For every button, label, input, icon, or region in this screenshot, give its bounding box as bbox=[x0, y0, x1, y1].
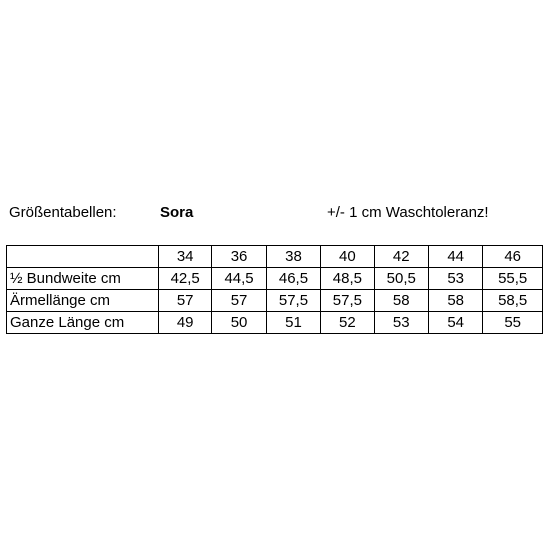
size-header-row bbox=[7, 246, 543, 268]
table-cell: 58 bbox=[374, 290, 428, 312]
size-header-cell: 36 bbox=[212, 246, 266, 268]
table-row-total-length bbox=[7, 312, 543, 334]
table-cell: 57,5 bbox=[266, 290, 320, 312]
table-cell: 51 bbox=[266, 312, 320, 334]
size-header-cell: 44 bbox=[428, 246, 482, 268]
table-cell: 50 bbox=[212, 312, 266, 334]
table-cell: 46,5 bbox=[266, 268, 320, 290]
table-row-half-waist bbox=[7, 268, 543, 290]
table-cell: 52 bbox=[321, 312, 374, 334]
table-cell: 57 bbox=[212, 290, 266, 312]
table-cell: 49 bbox=[158, 312, 211, 334]
table-cell: 57 bbox=[158, 290, 211, 312]
size-header-cell: 42 bbox=[374, 246, 428, 268]
table-cell: 53 bbox=[428, 268, 482, 290]
model-name: Sora bbox=[160, 204, 194, 221]
size-header-cell: 40 bbox=[321, 246, 374, 268]
table-cell: 53 bbox=[374, 312, 428, 334]
size-chart-title: Größentabellen: bbox=[9, 204, 117, 221]
table-cell: 50,5 bbox=[374, 268, 428, 290]
size-header-cell: 46 bbox=[483, 246, 543, 268]
table-cell: 58 bbox=[428, 290, 482, 312]
row-label: Ärmellänge cm bbox=[7, 290, 159, 312]
table-cell: 55,5 bbox=[483, 268, 543, 290]
size-header-cell: 38 bbox=[266, 246, 320, 268]
table-cell: 55 bbox=[483, 312, 543, 334]
table-cell: 54 bbox=[428, 312, 482, 334]
empty-corner-cell bbox=[7, 246, 159, 268]
table-row-sleeve-length bbox=[7, 290, 543, 312]
wash-tolerance-note: +/- 1 cm Waschtoleranz! bbox=[327, 204, 489, 221]
row-label: Ganze Länge cm bbox=[7, 312, 159, 334]
size-table bbox=[6, 245, 543, 334]
table-cell: 58,5 bbox=[483, 290, 543, 312]
row-label: ½ Bundweite cm bbox=[7, 268, 159, 290]
size-header-cell: 34 bbox=[158, 246, 211, 268]
table-cell: 44,5 bbox=[212, 268, 266, 290]
table-cell: 48,5 bbox=[321, 268, 374, 290]
table-cell: 42,5 bbox=[158, 268, 211, 290]
table-cell: 57,5 bbox=[321, 290, 374, 312]
